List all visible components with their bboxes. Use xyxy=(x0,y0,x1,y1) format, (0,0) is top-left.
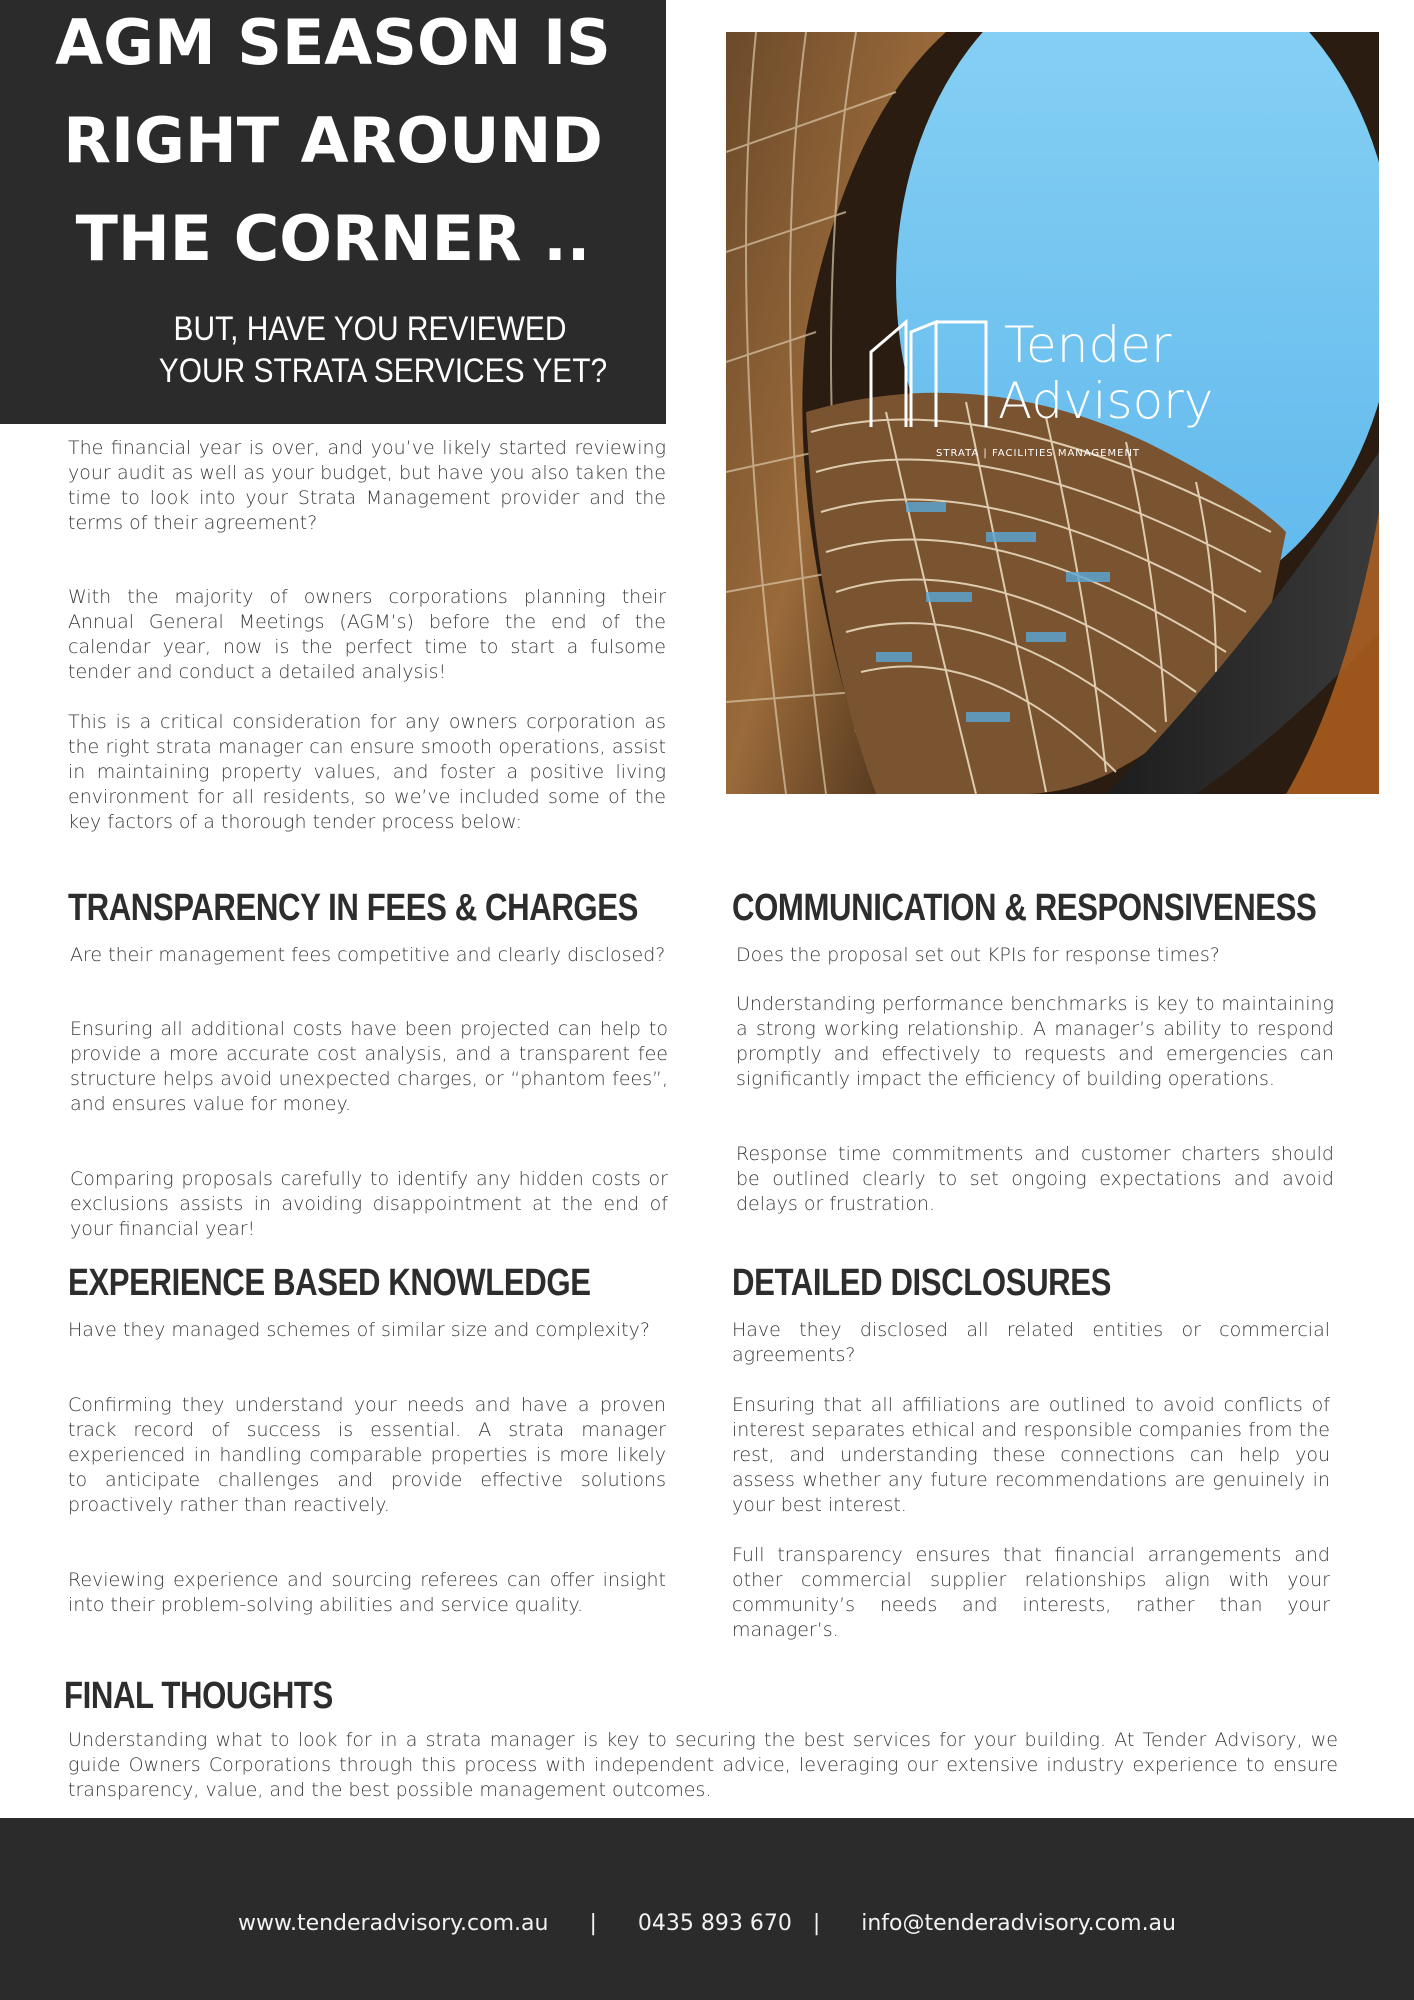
section-paragraph: Understanding performance benchmarks is key to maintaining a strong working relationship. A manager’s ability to respond promptly and effectively to requests and emergencies can significantly impact the efficiency of building operations. xyxy=(736,993,1334,1090)
section-heading-communication: COMMUNICATION & RESPONSIVENESS xyxy=(732,887,1317,929)
final-paragraph: Understanding what to look for in a strata manager is key to securing the best services for your building. At Tender Advisory, we guide Owners Corporations through this process with independent advice, leveraging our extensive industry experience to ensure transparency, value, and the best possible management outcomes. xyxy=(68,1729,1338,1801)
section-paragraph: Are their management fees competitive and clearly disclosed? xyxy=(70,944,666,966)
footer-separator: | xyxy=(589,1911,597,1936)
section-paragraph: Have they disclosed all related entities or commercial agreements? xyxy=(732,1319,1330,1366)
hero-subtitle xyxy=(158,308,608,392)
building-illustration xyxy=(726,32,1379,794)
logo-text-line1: Tender xyxy=(1004,316,1172,374)
section-paragraph: Have they managed schemes of similar size and complexity? xyxy=(68,1319,650,1341)
hero-title-line: AGM SEASON IS xyxy=(55,6,611,79)
section-paragraph: Comparing proposals carefully to identify any hidden costs or exclusions assists in avoiding disappointment at the end of your financial year! xyxy=(70,1168,668,1240)
section-heading-transparency: TRANSPARENCY IN FEES & CHARGES xyxy=(68,887,639,929)
hero-subtitle-line: BUT, HAVE YOU REVIEWED xyxy=(173,310,567,348)
hero-title-line: THE CORNER .. xyxy=(75,202,591,275)
website-link[interactable]: www.tenderadvisory.com.au xyxy=(238,1911,549,1936)
footer-contact-line xyxy=(0,1910,1414,1938)
section-paragraph: Does the proposal set out KPIs for response times? xyxy=(736,944,1220,966)
building-photo xyxy=(726,32,1379,794)
footer-separator: | xyxy=(812,1911,821,1936)
intro-paragraph: The financial year is over, and you’ve likely started reviewing your audit as well as your budget, but have you also taken the time to look into your Strata Management provider and the terms of their agreement? xyxy=(68,437,666,534)
section-paragraph: Reviewing experience and sourcing referees can offer insight into their problem-solving abilities and service quality. xyxy=(68,1569,666,1616)
logo-tagline: STRATA | FACILITIES MANAGEMENT xyxy=(936,448,1141,459)
logo-text-line2: Advisory xyxy=(998,372,1214,430)
hero-banner xyxy=(0,0,666,424)
section-paragraph: Full transparency ensures that financial arrangements and other commercial supplier relationships align with your community’s needs and interests, rather than your manager’s. xyxy=(732,1544,1330,1641)
section-heading-disclosures: DETAILED DISCLOSURES xyxy=(732,1262,1112,1304)
phone-number[interactable]: 0435 893 670 xyxy=(637,1911,792,1936)
footer xyxy=(0,1818,1414,2000)
email-link[interactable]: info@tenderadvisory.com.au xyxy=(861,1911,1176,1936)
section-paragraph: Confirming they understand your needs and have a proven track record of success is essential. A strata manager experienced in handling comparable properties is more likely to anticipate challenges and provide effective solutions proactively rather than reactively. xyxy=(68,1394,666,1516)
intro-paragraph: With the majority of owners corporations planning their Annual General Meetings (AGM’s) before the end of the calendar year, now is the perfect time to start a fulsome tender and conduct a detailed analysis! xyxy=(68,586,666,683)
section-heading-experience: EXPERIENCE BASED KNOWLEDGE xyxy=(68,1262,591,1304)
section-paragraph: Ensuring all additional costs have been projected can help to provide a more accurate cost analysis, and a transparent fee structure helps avoid unexpected charges, or “phantom fees”, and ensures value for money. xyxy=(70,1018,668,1115)
section-paragraph: Ensuring that all affiliations are outlined to avoid conflicts of interest separates ethical and responsible companies from the rest, and understanding these connections can help you assess whether any future recommendations are genuinely in your best interest. xyxy=(732,1394,1330,1516)
hero-subtitle-line: YOUR STRATA SERVICES YET? xyxy=(158,352,608,390)
hero-title xyxy=(0,0,666,288)
hero-title-line: RIGHT AROUND xyxy=(63,104,603,177)
intro-paragraph: This is a critical consideration for any owners corporation as the right strata manager can ensure smooth operations, assist in maintaining property values, and foster a positive living environment for all residents, so we’ve included some of the key factors of a thorough tender process below: xyxy=(68,711,666,833)
section-paragraph: Response time commitments and customer charters should be outlined clearly to set ongoing expectations and avoid delays or frustration. xyxy=(736,1143,1334,1215)
section-heading-final: FINAL THOUGHTS xyxy=(64,1675,333,1717)
